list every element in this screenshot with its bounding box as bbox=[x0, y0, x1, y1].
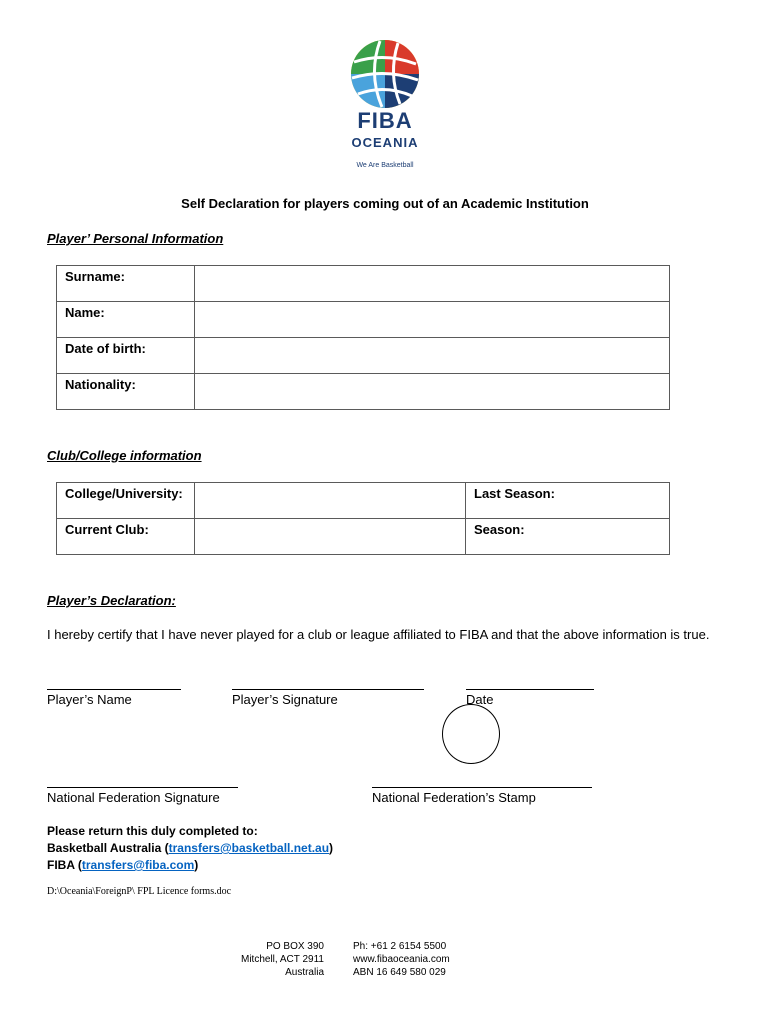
footer-abn: ABN 16 649 580 029 bbox=[353, 967, 446, 978]
declaration-heading: Player’s Declaration: bbox=[47, 593, 176, 608]
fiba-oceania-logo bbox=[340, 34, 430, 174]
nationality-label: Nationality: bbox=[57, 374, 195, 410]
club-college-heading: Club/College information bbox=[47, 448, 202, 463]
return-basketball-australia bbox=[47, 840, 333, 857]
name-label: Name: bbox=[57, 302, 195, 338]
federation-signature-line[interactable] bbox=[47, 787, 238, 788]
stamp-circle bbox=[442, 704, 500, 764]
players-signature-label: Player’s Signature bbox=[232, 692, 338, 707]
federation-stamp-label: National Federation’s Stamp bbox=[372, 790, 536, 805]
name-field[interactable] bbox=[195, 302, 670, 338]
date-of-birth-field[interactable] bbox=[195, 338, 670, 374]
basketball-logo-icon bbox=[340, 34, 430, 114]
return-instructions bbox=[47, 823, 333, 874]
date-of-birth-label: Date of birth: bbox=[57, 338, 195, 374]
last-season-label[interactable]: Last Season: bbox=[466, 483, 670, 519]
return-fiba bbox=[47, 857, 333, 874]
footer-address-line: Mitchell, ACT 2911 bbox=[240, 954, 324, 965]
logo-tagline: We Are Basketball bbox=[356, 162, 414, 169]
ba-email-link[interactable]: transfers@basketball.net.au bbox=[168, 841, 330, 855]
table-row bbox=[57, 302, 670, 338]
college-university-label: College/University: bbox=[57, 483, 195, 519]
federation-signature-label: National Federation Signature bbox=[47, 790, 220, 805]
fiba-suffix: ) bbox=[194, 858, 199, 872]
players-signature-line[interactable] bbox=[232, 689, 424, 690]
declaration-text: I hereby certify that I have never played for a club or league affiliated to FIBA and that the above information is true. bbox=[47, 627, 710, 642]
current-club-field[interactable] bbox=[195, 519, 466, 555]
return-intro: Please return this duly completed to: bbox=[47, 824, 258, 838]
players-name-label: Player’s Name bbox=[47, 692, 132, 707]
ba-suffix: ) bbox=[329, 841, 334, 855]
footer-website: www.fibaoceania.com bbox=[353, 954, 450, 965]
personal-info-heading: Player’ Personal Information bbox=[47, 231, 224, 246]
footer-address-line: Australia bbox=[285, 967, 324, 978]
date-label: Date bbox=[466, 692, 494, 707]
surname-label: Surname: bbox=[57, 266, 195, 302]
file-path: D:\Oceania\ForeignP\ FPL Licence forms.doc bbox=[47, 886, 232, 897]
document-title: Self Declaration for players coming out of an Academic Institution bbox=[181, 196, 589, 211]
footer-address-line: PO BOX 390 bbox=[266, 941, 324, 952]
college-university-field[interactable] bbox=[195, 483, 466, 519]
table-row bbox=[57, 374, 670, 410]
club-college-table bbox=[56, 482, 670, 555]
ba-prefix: Basketball Australia ( bbox=[47, 841, 169, 855]
federation-stamp-line[interactable] bbox=[372, 787, 592, 788]
table-row bbox=[57, 266, 670, 302]
nationality-field[interactable] bbox=[195, 374, 670, 410]
footer-address bbox=[200, 940, 324, 979]
footer-phone: Ph: +61 2 6154 5500 bbox=[353, 941, 447, 952]
personal-info-table bbox=[56, 265, 670, 410]
date-line[interactable] bbox=[466, 689, 594, 690]
logo-fiba-text: FIBA bbox=[357, 108, 413, 133]
surname-field[interactable] bbox=[195, 266, 670, 302]
table-row bbox=[57, 338, 670, 374]
players-name-line[interactable] bbox=[47, 689, 181, 690]
fiba-email-link[interactable]: transfers@fiba.com bbox=[81, 858, 195, 872]
table-row bbox=[57, 519, 670, 555]
logo-oceania-text: OCEANIA bbox=[351, 135, 419, 150]
table-row bbox=[57, 483, 670, 519]
season-label[interactable]: Season: bbox=[466, 519, 670, 555]
current-club-label: Current Club: bbox=[57, 519, 195, 555]
footer-contact bbox=[353, 940, 503, 979]
fiba-prefix: FIBA ( bbox=[47, 858, 82, 872]
